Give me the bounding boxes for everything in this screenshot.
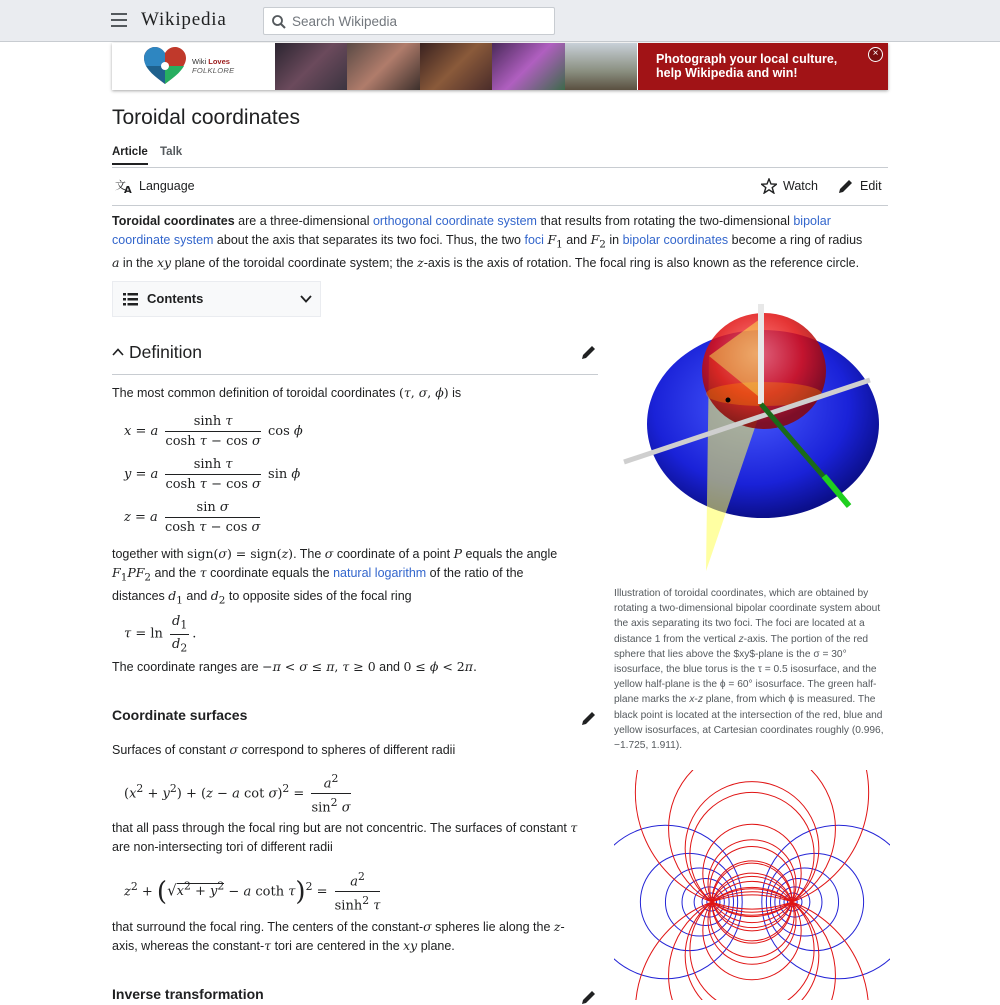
tau-circle: [770, 868, 838, 936]
search-icon: [271, 14, 287, 30]
puzzle-heart-icon: [142, 46, 188, 86]
svg-text:A: A: [124, 185, 132, 194]
intro-paragraph: Toroidal coordinates are a three-dimensional orthogonal coordinate system that results from rotating the two-dimensional bipolar coordinate system about the axis that separates its two foci. Thus, the two foci $F_1$ and $F_2$ in bipolar coordinates become a ring of radius a in the xy plane of the toroidal coordinate system; the z-axis is the axis of rotation. The focal ring is also known as the reference circle.: [112, 214, 863, 271]
sigma-circle: [708, 876, 796, 964]
edit-section-icon[interactable]: [581, 989, 597, 1005]
contents-toggle[interactable]: [112, 281, 321, 317]
language-icon: [115, 178, 133, 194]
sigma-circle: [669, 770, 836, 912]
watch-label: Watch: [783, 179, 818, 193]
list-icon: [123, 293, 138, 306]
equation-z: z = a $\frac{\text{sin σ}}{\text{cosh τ − cos σ}}$: [124, 500, 261, 535]
banner-photo: [420, 43, 492, 90]
bold-term: Toroidal coordinates: [112, 214, 235, 228]
close-icon[interactable]: ×: [868, 47, 883, 62]
language-button[interactable]: [115, 178, 195, 194]
tab-article[interactable]: Article: [112, 146, 148, 165]
banner-photo: [492, 43, 564, 90]
logo-text: Wiki Loves FOLKLORE: [192, 57, 235, 75]
svg-text:文: 文: [115, 179, 126, 192]
banner-cta[interactable]: [638, 43, 888, 90]
edit-section-icon[interactable]: [581, 344, 597, 360]
pencil-icon: [838, 178, 854, 194]
equation-tori: $z^2 + (√x^2 + y^2 - a$ coth τ)$^2$ = $\frac{a^2}{\sinh^2 \tau}$: [124, 870, 381, 914]
tab-talk[interactable]: Talk: [160, 146, 183, 158]
search-box[interactable]: [263, 7, 555, 35]
contents-label: Contents: [147, 291, 204, 306]
definition-paragraph: together with sign(σ) = sign(z). The σ coordinate of a point P equals the angle $F_1PF_2$ and the τ coordinate equals the natural logarithm of the ratio of the distances $d_1$ and $d_2$ to opposite sides of the focal ring: [112, 546, 558, 607]
tau-circle: [762, 825, 890, 979]
link-bipolar-coordinate-system[interactable]: bipolar coordinate system: [112, 214, 831, 247]
surfaces-paragraph-2: that all pass through the focal ring but are not concentric. The surfaces of constant τ are non-intersecting tori of different radii: [112, 820, 578, 854]
link-natural-logarithm[interactable]: natural logarithm: [333, 565, 427, 580]
language-label: Language: [139, 179, 195, 193]
sigma-circle: [635, 895, 868, 1000]
link-bipolar-coordinates[interactable]: bipolar coordinates: [622, 232, 729, 247]
banner-cta-line2: help Wikipedia and win!: [656, 66, 798, 80]
banner-photo: [565, 43, 637, 90]
definition-intro: The most common definition of toroidal coordinates (τ, σ, ϕ) is: [112, 385, 462, 400]
wikipedia-wordmark[interactable]: Wikipedia: [141, 9, 227, 30]
wiki-loves-folklore-logo: [112, 43, 275, 90]
tau-circle: [614, 825, 742, 979]
edit-button[interactable]: [838, 178, 882, 194]
site-header: [0, 0, 1000, 42]
banner-photo: [275, 43, 347, 90]
banner-photo: [347, 43, 419, 90]
sigma-circle: [669, 892, 836, 1000]
toroidal-coordinates-illustration[interactable]: [614, 296, 890, 576]
tau-circle: [665, 868, 733, 936]
banner-photos: [275, 43, 637, 90]
star-icon: [761, 178, 777, 194]
surfaces-paragraph-3: that surround the focal ring. The centers of the constant-σ spheres lie along the z- axis, whereas the constant-τ tori are centered in the xy plane.: [112, 919, 565, 953]
link-orthogonal-coordinate-system[interactable]: orthogonal coordinate system: [372, 214, 537, 228]
search-input[interactable]: [290, 11, 550, 31]
main-menu-icon[interactable]: [111, 13, 127, 27]
link-bipolar-coordinate-system-caption[interactable]: bipolar coordinate system: [735, 603, 852, 615]
heading-text: Definition: [129, 342, 202, 362]
equation-y: y = a $\frac{\text{sinh τ}}{\text{cosh τ − cos σ}}$ sin ϕ: [124, 457, 301, 492]
watch-button[interactable]: [761, 178, 818, 194]
campaign-banner[interactable]: [112, 43, 888, 90]
figure-caption: Illustration of toroidal coordinates, which are obtained by rotating a two-dimensional bipolar coordinate system about the axis separating its two foci. The foci are located at a distance 1 from the vertical z-axis. The portion of the red sphere that lies above the $xy$-plane is the σ = 30° isosurface, the blue torus is the τ = 0.5 isosurface, and the yellow half-plane is the ϕ = 60° isosurface. The green half-plane marks the x-z plane, from which ϕ is measured. The black point is located at the intersection of the red, blue and yellow isosurfaces, at Cartesian coordinates roughly (0.996, −1.725, 1.911).: [614, 588, 884, 752]
section-heading-coordinate-surfaces: Coordinate surfaces: [112, 707, 248, 723]
section-heading-definition[interactable]: [112, 340, 598, 375]
link-foci[interactable]: foci: [524, 232, 544, 247]
page-toolbar: [112, 168, 888, 206]
coordinate-ranges: The coordinate ranges are −π < σ ≤ π, τ ≥ 0 and 0 ≤ ϕ < 2π.: [112, 659, 477, 674]
tau-circle: [640, 853, 737, 950]
page-tabs: [112, 143, 888, 168]
surfaces-paragraph-1: Surfaces of constant σ correspond to spheres of different radii: [112, 742, 456, 757]
tau-circle: [766, 853, 863, 950]
chevron-up-icon: [112, 347, 124, 357]
page-title: Toroidal coordinates: [112, 106, 300, 129]
equation-spheres: $(x^2 + y^2) + (z - a$ cot σ)$^2$ = $\frac{a^2}{\sin^2 \sigma}$: [124, 772, 351, 816]
section-heading-inverse-transformation: Inverse transformation: [112, 986, 264, 1002]
bipolar-coordinates-diagram[interactable]: [614, 770, 890, 1000]
sigma-circle: [708, 840, 796, 928]
edit-label: Edit: [860, 179, 882, 193]
equation-tau: τ = ln $\frac{d_1}{d_2}$ .: [124, 614, 197, 655]
edit-section-icon[interactable]: [581, 710, 597, 726]
banner-cta-line1: Photograph your local culture,: [656, 52, 838, 66]
chevron-down-icon: [300, 294, 312, 304]
equation-x: x = a $\frac{\text{sinh τ}}{\text{cosh τ − cos σ}}$ cos ϕ: [124, 414, 303, 449]
